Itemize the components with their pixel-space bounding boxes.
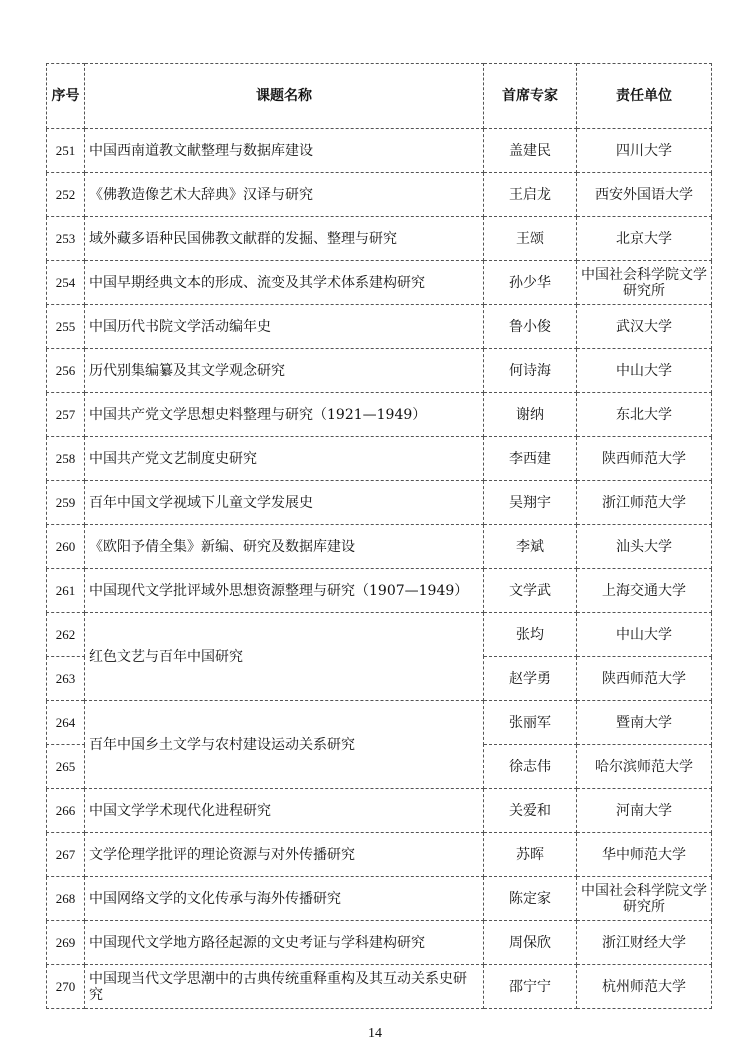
table-row — [47, 481, 712, 525]
row-num: 255 — [47, 305, 85, 349]
project-table — [46, 63, 712, 1009]
row-expert: 张均 — [484, 613, 577, 657]
row-unit: 中国社会科学院文学研究所 — [577, 877, 712, 921]
row-unit: 北京大学 — [577, 217, 712, 261]
table-row — [47, 569, 712, 613]
row-num: 254 — [47, 261, 85, 305]
row-title: 《欧阳予倩全集》新编、研究及数据库建设 — [85, 525, 484, 569]
table-body — [47, 129, 712, 1009]
row-title: 中国现代文学批评域外思想资源整理与研究（1907—1949） — [85, 569, 484, 613]
row-unit: 哈尔滨师范大学 — [577, 745, 712, 789]
table-row — [47, 833, 712, 877]
table-row — [47, 393, 712, 437]
row-num: 252 — [47, 173, 85, 217]
row-expert: 谢纳 — [484, 393, 577, 437]
row-title-merged: 红色文艺与百年中国研究 — [85, 613, 484, 701]
row-expert: 盖建民 — [484, 129, 577, 173]
table-row — [47, 437, 712, 481]
row-expert: 苏晖 — [484, 833, 577, 877]
row-num: 264 — [47, 701, 85, 745]
row-num: 253 — [47, 217, 85, 261]
row-num: 267 — [47, 833, 85, 877]
table-row — [47, 349, 712, 393]
row-unit: 上海交通大学 — [577, 569, 712, 613]
table-header — [47, 64, 712, 129]
table-row — [47, 965, 712, 1009]
row-title: 文学伦理学批评的理论资源与对外传播研究 — [85, 833, 484, 877]
row-unit: 河南大学 — [577, 789, 712, 833]
row-expert: 吴翔宇 — [484, 481, 577, 525]
table-row — [47, 613, 712, 657]
row-expert: 文学武 — [484, 569, 577, 613]
row-num: 270 — [47, 965, 85, 1009]
row-num: 259 — [47, 481, 85, 525]
row-unit: 陕西师范大学 — [577, 657, 712, 701]
table-row — [47, 877, 712, 921]
table-row — [47, 921, 712, 965]
row-title: 百年中国文学视域下儿童文学发展史 — [85, 481, 484, 525]
row-expert: 何诗海 — [484, 349, 577, 393]
header-unit: 责任单位 — [577, 64, 712, 129]
row-num: 261 — [47, 569, 85, 613]
table-row — [47, 525, 712, 569]
row-unit: 中山大学 — [577, 613, 712, 657]
page-number: 14 — [368, 1026, 382, 1041]
row-title: 中国共产党文艺制度史研究 — [85, 437, 484, 481]
row-expert: 陈定家 — [484, 877, 577, 921]
row-unit: 陕西师范大学 — [577, 437, 712, 481]
table-row — [47, 173, 712, 217]
row-unit: 中国社会科学院文学研究所 — [577, 261, 712, 305]
table-row — [47, 129, 712, 173]
table-row — [47, 217, 712, 261]
row-unit: 武汉大学 — [577, 305, 712, 349]
row-expert: 赵学勇 — [484, 657, 577, 701]
row-title: 《佛教造像艺术大辞典》汉译与研究 — [85, 173, 484, 217]
row-unit: 汕头大学 — [577, 525, 712, 569]
row-num: 262 — [47, 613, 85, 657]
header-expert: 首席专家 — [484, 64, 577, 129]
row-unit: 中山大学 — [577, 349, 712, 393]
row-title: 中国文学学术现代化进程研究 — [85, 789, 484, 833]
row-num: 263 — [47, 657, 85, 701]
row-num: 257 — [47, 393, 85, 437]
header-num: 序号 — [47, 64, 85, 129]
row-unit: 暨南大学 — [577, 701, 712, 745]
row-expert: 张丽军 — [484, 701, 577, 745]
table-row — [47, 261, 712, 305]
row-title-merged: 百年中国乡土文学与农村建设运动关系研究 — [85, 701, 484, 789]
row-unit: 华中师范大学 — [577, 833, 712, 877]
row-expert: 徐志伟 — [484, 745, 577, 789]
row-unit: 浙江师范大学 — [577, 481, 712, 525]
table-row — [47, 789, 712, 833]
header-title: 课题名称 — [85, 64, 484, 129]
row-expert: 周保欣 — [484, 921, 577, 965]
row-expert: 王启龙 — [484, 173, 577, 217]
row-unit: 浙江财经大学 — [577, 921, 712, 965]
row-title: 中国共产党文学思想史料整理与研究（1921—1949） — [85, 393, 484, 437]
row-unit: 西安外国语大学 — [577, 173, 712, 217]
row-num: 251 — [47, 129, 85, 173]
row-expert: 李西建 — [484, 437, 577, 481]
row-title: 中国现当代文学思潮中的古典传统重释重构及其互动关系史研究 — [85, 965, 484, 1009]
row-expert: 孙少华 — [484, 261, 577, 305]
row-expert: 李斌 — [484, 525, 577, 569]
header-row — [47, 64, 712, 129]
row-title: 中国早期经典文本的形成、流变及其学术体系建构研究 — [85, 261, 484, 305]
row-num: 260 — [47, 525, 85, 569]
row-expert: 鲁小俊 — [484, 305, 577, 349]
row-unit: 杭州师范大学 — [577, 965, 712, 1009]
row-title: 中国历代书院文学活动编年史 — [85, 305, 484, 349]
row-title: 中国网络文学的文化传承与海外传播研究 — [85, 877, 484, 921]
row-num: 268 — [47, 877, 85, 921]
row-title: 域外藏多语种民国佛教文献群的发掘、整理与研究 — [85, 217, 484, 261]
table-row — [47, 701, 712, 745]
row-title: 中国现代文学地方路径起源的文史考证与学科建构研究 — [85, 921, 484, 965]
row-num: 269 — [47, 921, 85, 965]
row-unit: 东北大学 — [577, 393, 712, 437]
row-num: 256 — [47, 349, 85, 393]
row-num: 265 — [47, 745, 85, 789]
row-title: 中国西南道教文献整理与数据库建设 — [85, 129, 484, 173]
row-expert: 邵宁宁 — [484, 965, 577, 1009]
row-title: 历代别集编纂及其文学观念研究 — [85, 349, 484, 393]
row-unit: 四川大学 — [577, 129, 712, 173]
project-table-container — [46, 63, 711, 1009]
row-num: 258 — [47, 437, 85, 481]
row-expert: 王颂 — [484, 217, 577, 261]
row-num: 266 — [47, 789, 85, 833]
row-expert: 关爱和 — [484, 789, 577, 833]
table-row — [47, 305, 712, 349]
